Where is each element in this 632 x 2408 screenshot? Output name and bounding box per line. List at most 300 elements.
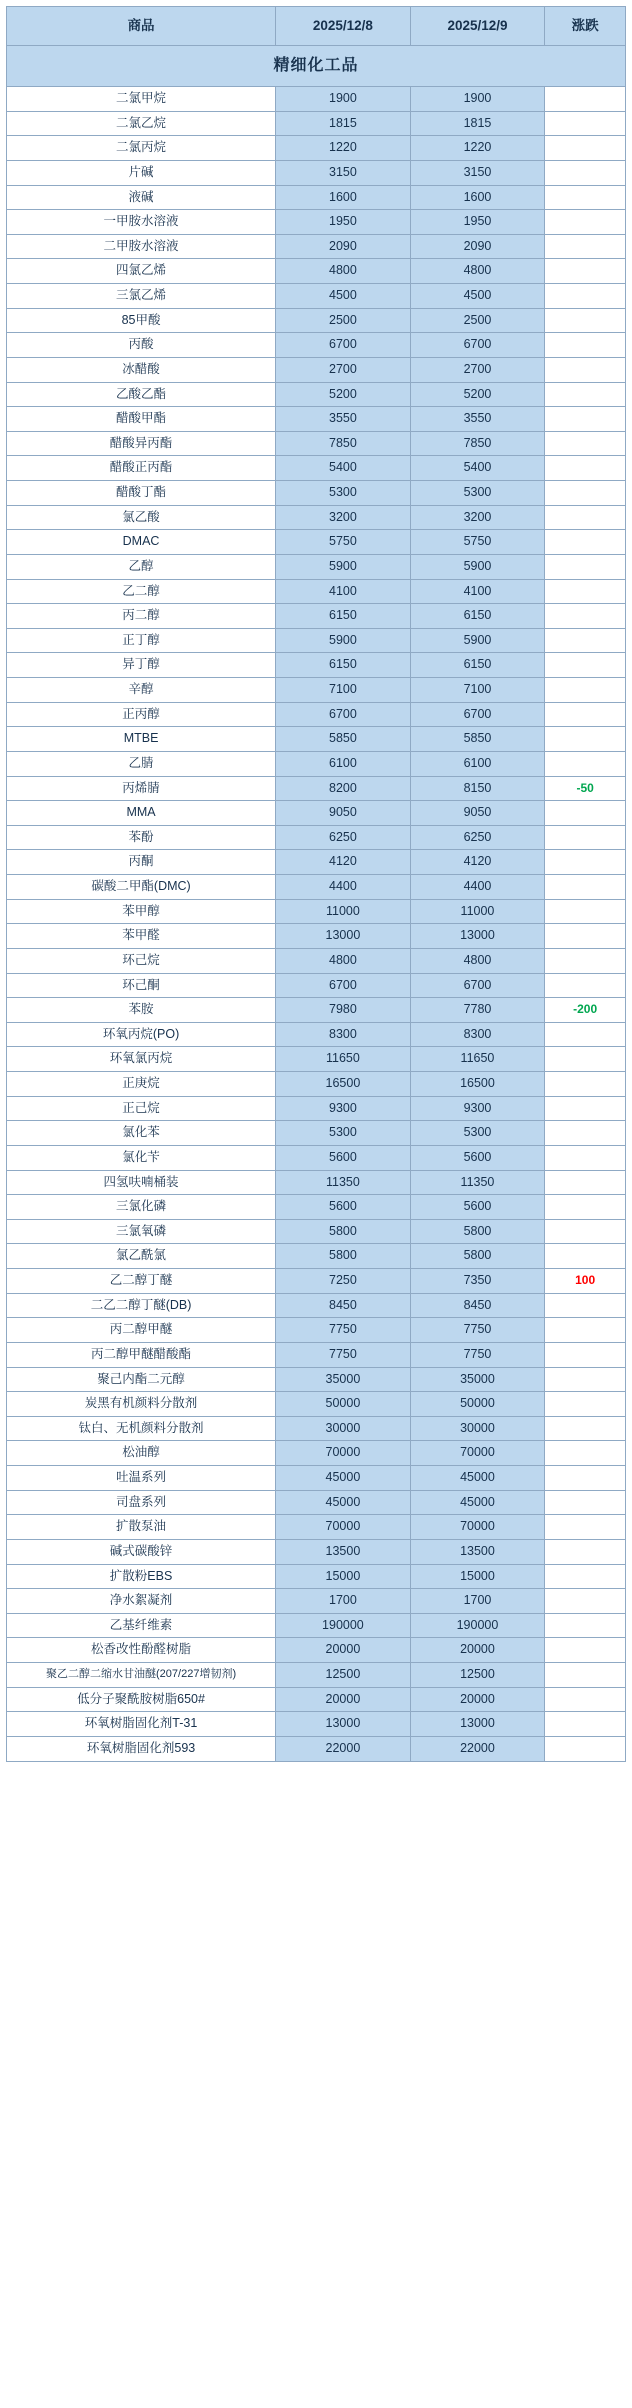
price-cell-date-1: 5200 <box>276 382 411 407</box>
product-name-cell: 吐温系列 <box>7 1466 276 1491</box>
product-name-cell: 环己烷 <box>7 948 276 973</box>
change-cell <box>545 554 626 579</box>
price-cell-date-2: 13500 <box>410 1539 545 1564</box>
product-name-cell: 丙二醇甲醚 <box>7 1318 276 1343</box>
price-cell-date-1: 30000 <box>276 1416 411 1441</box>
table-row <box>7 1490 626 1515</box>
change-cell <box>545 1219 626 1244</box>
price-cell-date-2: 5800 <box>410 1219 545 1244</box>
table-row <box>7 850 626 875</box>
price-cell-date-2: 6250 <box>410 825 545 850</box>
table-row <box>7 505 626 530</box>
change-cell <box>545 382 626 407</box>
price-cell-date-2: 45000 <box>410 1490 545 1515</box>
price-cell-date-1: 4800 <box>276 948 411 973</box>
product-name-cell: 丙二醇甲醚醋酸酯 <box>7 1342 276 1367</box>
price-cell-date-2: 50000 <box>410 1392 545 1417</box>
change-cell <box>545 1145 626 1170</box>
product-name-cell: 三氯乙烯 <box>7 284 276 309</box>
table-row <box>7 1466 626 1491</box>
price-cell-date-1: 1220 <box>276 136 411 161</box>
column-header-date-2: 2025/12/9 <box>410 7 545 46</box>
price-cell-date-2: 4120 <box>410 850 545 875</box>
price-cell-date-2: 6150 <box>410 604 545 629</box>
price-cell-date-2: 5800 <box>410 1244 545 1269</box>
change-cell <box>545 284 626 309</box>
table-row <box>7 1072 626 1097</box>
price-cell-date-1: 5600 <box>276 1145 411 1170</box>
table-row <box>7 1736 626 1761</box>
table-row <box>7 653 626 678</box>
product-name-cell: 司盘系列 <box>7 1490 276 1515</box>
change-cell <box>545 1564 626 1589</box>
table-row <box>7 702 626 727</box>
table-row <box>7 1145 626 1170</box>
price-cell-date-1: 5600 <box>276 1195 411 1220</box>
price-cell-date-2: 6700 <box>410 333 545 358</box>
price-cell-date-1: 3150 <box>276 160 411 185</box>
table-row <box>7 1392 626 1417</box>
change-cell <box>545 210 626 235</box>
table-row <box>7 776 626 801</box>
table-row <box>7 628 626 653</box>
price-cell-date-1: 9300 <box>276 1096 411 1121</box>
change-cell <box>545 1687 626 1712</box>
price-cell-date-1: 5800 <box>276 1244 411 1269</box>
table-row <box>7 160 626 185</box>
change-cell <box>545 160 626 185</box>
table-row <box>7 234 626 259</box>
price-cell-date-1: 7980 <box>276 998 411 1023</box>
price-cell-date-2: 6150 <box>410 653 545 678</box>
table-row <box>7 801 626 826</box>
price-cell-date-1: 1900 <box>276 87 411 112</box>
change-cell <box>545 702 626 727</box>
price-cell-date-2: 5600 <box>410 1145 545 1170</box>
price-cell-date-2: 5600 <box>410 1195 545 1220</box>
product-name-cell: 二甲胺水溶液 <box>7 234 276 259</box>
product-name-cell: 氯乙酸 <box>7 505 276 530</box>
product-name-cell: 丙烯腈 <box>7 776 276 801</box>
change-cell <box>545 1589 626 1614</box>
chemical-price-table <box>6 6 626 1762</box>
change-cell <box>545 1293 626 1318</box>
change-cell <box>545 1392 626 1417</box>
price-cell-date-2: 8150 <box>410 776 545 801</box>
product-name-cell: 乙基纤维素 <box>7 1613 276 1638</box>
price-cell-date-1: 45000 <box>276 1466 411 1491</box>
price-cell-date-1: 5800 <box>276 1219 411 1244</box>
change-cell <box>545 1121 626 1146</box>
change-cell <box>545 899 626 924</box>
price-cell-date-2: 3550 <box>410 407 545 432</box>
table-row <box>7 604 626 629</box>
product-name-cell: 氯化苄 <box>7 1145 276 1170</box>
price-cell-date-1: 8300 <box>276 1022 411 1047</box>
table-row <box>7 481 626 506</box>
price-cell-date-2: 5300 <box>410 1121 545 1146</box>
table-row <box>7 948 626 973</box>
price-cell-date-2: 1220 <box>410 136 545 161</box>
price-cell-date-2: 1815 <box>410 111 545 136</box>
table-row <box>7 1367 626 1392</box>
price-cell-date-1: 3200 <box>276 505 411 530</box>
price-cell-date-1: 5900 <box>276 554 411 579</box>
change-cell <box>545 1342 626 1367</box>
table-row <box>7 136 626 161</box>
column-header-change: 涨跌 <box>545 7 626 46</box>
table-row <box>7 1244 626 1269</box>
table-row <box>7 554 626 579</box>
product-name-cell: 醋酸异丙酯 <box>7 431 276 456</box>
price-cell-date-1: 5750 <box>276 530 411 555</box>
product-name-cell: 炭黑有机颜料分散剂 <box>7 1392 276 1417</box>
product-name-cell: 松香改性酚醛树脂 <box>7 1638 276 1663</box>
table-row <box>7 1342 626 1367</box>
product-name-cell: 环氧丙烷(PO) <box>7 1022 276 1047</box>
price-cell-date-2: 5750 <box>410 530 545 555</box>
price-cell-date-1: 1600 <box>276 185 411 210</box>
change-cell <box>545 579 626 604</box>
change-cell: -200 <box>545 998 626 1023</box>
price-cell-date-1: 2700 <box>276 357 411 382</box>
change-cell <box>545 1022 626 1047</box>
change-cell <box>545 653 626 678</box>
price-cell-date-1: 70000 <box>276 1441 411 1466</box>
change-cell <box>545 875 626 900</box>
table-row <box>7 407 626 432</box>
table-row <box>7 1515 626 1540</box>
product-name-cell: 醋酸正丙酯 <box>7 456 276 481</box>
product-name-cell: 丙二醇 <box>7 604 276 629</box>
price-cell-date-2: 2500 <box>410 308 545 333</box>
price-cell-date-1: 7100 <box>276 678 411 703</box>
price-cell-date-2: 11350 <box>410 1170 545 1195</box>
change-cell <box>545 308 626 333</box>
price-cell-date-1: 7250 <box>276 1269 411 1294</box>
table-row <box>7 1638 626 1663</box>
table-row <box>7 1121 626 1146</box>
price-cell-date-1: 7750 <box>276 1342 411 1367</box>
price-cell-date-2: 11650 <box>410 1047 545 1072</box>
product-name-cell: 环氧树脂固化剂T-31 <box>7 1712 276 1737</box>
product-name-cell: 乙醇 <box>7 554 276 579</box>
product-name-cell: 苯甲醛 <box>7 924 276 949</box>
price-cell-date-1: 4100 <box>276 579 411 604</box>
change-cell <box>545 234 626 259</box>
product-name-cell: MTBE <box>7 727 276 752</box>
change-cell: -50 <box>545 776 626 801</box>
change-cell <box>545 1736 626 1761</box>
table-body <box>7 46 626 1762</box>
table-row <box>7 1170 626 1195</box>
price-cell-date-2: 4500 <box>410 284 545 309</box>
price-cell-date-2: 4100 <box>410 579 545 604</box>
table-row <box>7 899 626 924</box>
table-row <box>7 1712 626 1737</box>
price-cell-date-2: 2090 <box>410 234 545 259</box>
product-name-cell: 碳酸二甲酯(DMC) <box>7 875 276 900</box>
price-cell-date-1: 12500 <box>276 1663 411 1688</box>
price-cell-date-1: 4500 <box>276 284 411 309</box>
table-row <box>7 530 626 555</box>
change-cell <box>545 111 626 136</box>
price-cell-date-2: 8300 <box>410 1022 545 1047</box>
table-row <box>7 875 626 900</box>
change-cell <box>545 1072 626 1097</box>
product-name-cell: 醋酸甲酯 <box>7 407 276 432</box>
price-cell-date-2: 6700 <box>410 702 545 727</box>
price-cell-date-2: 2700 <box>410 357 545 382</box>
product-name-cell: 钛白、无机颜料分散剂 <box>7 1416 276 1441</box>
price-cell-date-2: 20000 <box>410 1687 545 1712</box>
change-cell <box>545 1515 626 1540</box>
price-cell-date-1: 8200 <box>276 776 411 801</box>
price-cell-date-1: 5300 <box>276 1121 411 1146</box>
price-cell-date-2: 3200 <box>410 505 545 530</box>
change-cell <box>545 1047 626 1072</box>
price-cell-date-1: 20000 <box>276 1687 411 1712</box>
price-cell-date-1: 4120 <box>276 850 411 875</box>
price-cell-date-2: 5200 <box>410 382 545 407</box>
price-cell-date-2: 1700 <box>410 1589 545 1614</box>
table-row <box>7 1589 626 1614</box>
product-name-cell: 丙酸 <box>7 333 276 358</box>
product-name-cell: 正丁醇 <box>7 628 276 653</box>
price-cell-date-1: 5300 <box>276 481 411 506</box>
table-row <box>7 87 626 112</box>
change-cell <box>545 1416 626 1441</box>
product-name-cell: 片碱 <box>7 160 276 185</box>
table-row <box>7 1564 626 1589</box>
table-row <box>7 259 626 284</box>
price-cell-date-2: 4800 <box>410 259 545 284</box>
change-cell <box>545 259 626 284</box>
price-cell-date-1: 6700 <box>276 973 411 998</box>
change-cell <box>545 357 626 382</box>
product-name-cell: 低分子聚酰胺树脂650# <box>7 1687 276 1712</box>
product-name-cell: 三氯氧磷 <box>7 1219 276 1244</box>
price-cell-date-1: 13000 <box>276 924 411 949</box>
table-row <box>7 751 626 776</box>
table-row <box>7 382 626 407</box>
column-header-date-1: 2025/12/8 <box>276 7 411 46</box>
product-name-cell: 丙酮 <box>7 850 276 875</box>
price-cell-date-1: 4800 <box>276 259 411 284</box>
price-cell-date-2: 12500 <box>410 1663 545 1688</box>
product-name-cell: 二乙二醇丁醚(DB) <box>7 1293 276 1318</box>
change-cell <box>545 948 626 973</box>
change-cell <box>545 431 626 456</box>
product-name-cell: 乙二醇丁醚 <box>7 1269 276 1294</box>
price-cell-date-2: 70000 <box>410 1515 545 1540</box>
price-cell-date-1: 16500 <box>276 1072 411 1097</box>
price-cell-date-1: 3550 <box>276 407 411 432</box>
price-cell-date-2: 1600 <box>410 185 545 210</box>
price-cell-date-1: 6150 <box>276 604 411 629</box>
table-row <box>7 825 626 850</box>
change-cell: 100 <box>545 1269 626 1294</box>
product-name-cell: 正庚烷 <box>7 1072 276 1097</box>
price-cell-date-1: 6150 <box>276 653 411 678</box>
price-cell-date-2: 22000 <box>410 1736 545 1761</box>
price-cell-date-2: 5900 <box>410 554 545 579</box>
price-cell-date-2: 35000 <box>410 1367 545 1392</box>
product-name-cell: 液碱 <box>7 185 276 210</box>
price-cell-date-2: 30000 <box>410 1416 545 1441</box>
change-cell <box>545 1318 626 1343</box>
price-cell-date-2: 5850 <box>410 727 545 752</box>
price-cell-date-1: 190000 <box>276 1613 411 1638</box>
price-cell-date-1: 5400 <box>276 456 411 481</box>
change-cell <box>545 751 626 776</box>
product-name-cell: 二氯丙烷 <box>7 136 276 161</box>
price-cell-date-2: 5400 <box>410 456 545 481</box>
price-cell-date-1: 20000 <box>276 1638 411 1663</box>
price-cell-date-2: 13000 <box>410 924 545 949</box>
product-name-cell: 环氧树脂固化剂593 <box>7 1736 276 1761</box>
change-cell <box>545 678 626 703</box>
change-cell <box>545 850 626 875</box>
table-row <box>7 1219 626 1244</box>
change-cell <box>545 1613 626 1638</box>
price-cell-date-1: 6250 <box>276 825 411 850</box>
table-row <box>7 1096 626 1121</box>
table-row <box>7 998 626 1023</box>
product-name-cell: 正丙醇 <box>7 702 276 727</box>
product-name-cell: 二氯甲烷 <box>7 87 276 112</box>
price-cell-date-2: 1950 <box>410 210 545 235</box>
table-row <box>7 1293 626 1318</box>
product-name-cell: 碱式碳酸锌 <box>7 1539 276 1564</box>
table-row <box>7 1441 626 1466</box>
price-cell-date-2: 9300 <box>410 1096 545 1121</box>
change-cell <box>545 727 626 752</box>
change-cell <box>545 407 626 432</box>
change-cell <box>545 1244 626 1269</box>
table-row <box>7 1687 626 1712</box>
price-cell-date-2: 6100 <box>410 751 545 776</box>
change-cell <box>545 333 626 358</box>
product-name-cell: 苯甲醇 <box>7 899 276 924</box>
product-name-cell: 环己酮 <box>7 973 276 998</box>
section-title: 精细化工品 <box>7 46 626 87</box>
price-cell-date-2: 70000 <box>410 1441 545 1466</box>
product-name-cell: 松油醇 <box>7 1441 276 1466</box>
product-name-cell: 冰醋酸 <box>7 357 276 382</box>
price-cell-date-1: 1815 <box>276 111 411 136</box>
product-name-cell: 正己烷 <box>7 1096 276 1121</box>
product-name-cell: DMAC <box>7 530 276 555</box>
table-row <box>7 1269 626 1294</box>
price-cell-date-1: 7750 <box>276 1318 411 1343</box>
change-cell <box>545 1195 626 1220</box>
change-cell <box>545 530 626 555</box>
change-cell <box>545 87 626 112</box>
product-name-cell: 85甲酸 <box>7 308 276 333</box>
price-cell-date-2: 5300 <box>410 481 545 506</box>
product-name-cell: 一甲胺水溶液 <box>7 210 276 235</box>
product-name-cell: 扩散粉EBS <box>7 1564 276 1589</box>
product-name-cell: 聚己内酯二元醇 <box>7 1367 276 1392</box>
price-cell-date-2: 6700 <box>410 973 545 998</box>
product-name-cell: 醋酸丁酯 <box>7 481 276 506</box>
price-cell-date-1: 7850 <box>276 431 411 456</box>
change-cell <box>545 185 626 210</box>
change-cell <box>545 505 626 530</box>
change-cell <box>545 1539 626 1564</box>
table-row <box>7 1318 626 1343</box>
table-row <box>7 210 626 235</box>
table-header <box>7 7 626 46</box>
price-cell-date-2: 11000 <box>410 899 545 924</box>
price-cell-date-1: 4400 <box>276 875 411 900</box>
header-row <box>7 7 626 46</box>
change-cell <box>545 1367 626 1392</box>
change-cell <box>545 1490 626 1515</box>
product-name-cell: 辛醇 <box>7 678 276 703</box>
price-cell-date-1: 11350 <box>276 1170 411 1195</box>
price-cell-date-2: 8450 <box>410 1293 545 1318</box>
table-row <box>7 308 626 333</box>
price-cell-date-1: 11650 <box>276 1047 411 1072</box>
price-cell-date-1: 5850 <box>276 727 411 752</box>
product-name-cell: 异丁醇 <box>7 653 276 678</box>
price-cell-date-2: 7780 <box>410 998 545 1023</box>
price-cell-date-2: 45000 <box>410 1466 545 1491</box>
price-cell-date-2: 3150 <box>410 160 545 185</box>
table-row <box>7 333 626 358</box>
change-cell <box>545 801 626 826</box>
product-name-cell: 苯酚 <box>7 825 276 850</box>
price-cell-date-2: 15000 <box>410 1564 545 1589</box>
product-name-cell: 氯乙酰氯 <box>7 1244 276 1269</box>
product-name-cell: MMA <box>7 801 276 826</box>
table-row <box>7 1022 626 1047</box>
table-row <box>7 1663 626 1688</box>
price-cell-date-1: 6700 <box>276 702 411 727</box>
product-name-cell: 净水絮凝剂 <box>7 1589 276 1614</box>
price-cell-date-2: 7750 <box>410 1318 545 1343</box>
price-cell-date-1: 70000 <box>276 1515 411 1540</box>
price-cell-date-1: 5900 <box>276 628 411 653</box>
change-cell <box>545 1096 626 1121</box>
table-row <box>7 1539 626 1564</box>
price-cell-date-1: 6700 <box>276 333 411 358</box>
change-cell <box>545 456 626 481</box>
product-name-cell: 环氧氯丙烷 <box>7 1047 276 1072</box>
table-row <box>7 727 626 752</box>
price-cell-date-1: 45000 <box>276 1490 411 1515</box>
change-cell <box>545 1712 626 1737</box>
table-row <box>7 456 626 481</box>
product-name-cell: 乙腈 <box>7 751 276 776</box>
price-cell-date-1: 9050 <box>276 801 411 826</box>
price-cell-date-2: 7100 <box>410 678 545 703</box>
column-header-product: 商品 <box>7 7 276 46</box>
price-cell-date-2: 190000 <box>410 1613 545 1638</box>
change-cell <box>545 1638 626 1663</box>
product-name-cell: 二氯乙烷 <box>7 111 276 136</box>
change-cell <box>545 1663 626 1688</box>
section-title-row <box>7 46 626 87</box>
price-cell-date-2: 7750 <box>410 1342 545 1367</box>
table-row <box>7 924 626 949</box>
table-row <box>7 357 626 382</box>
table-row <box>7 1416 626 1441</box>
price-cell-date-1: 11000 <box>276 899 411 924</box>
change-cell <box>545 481 626 506</box>
